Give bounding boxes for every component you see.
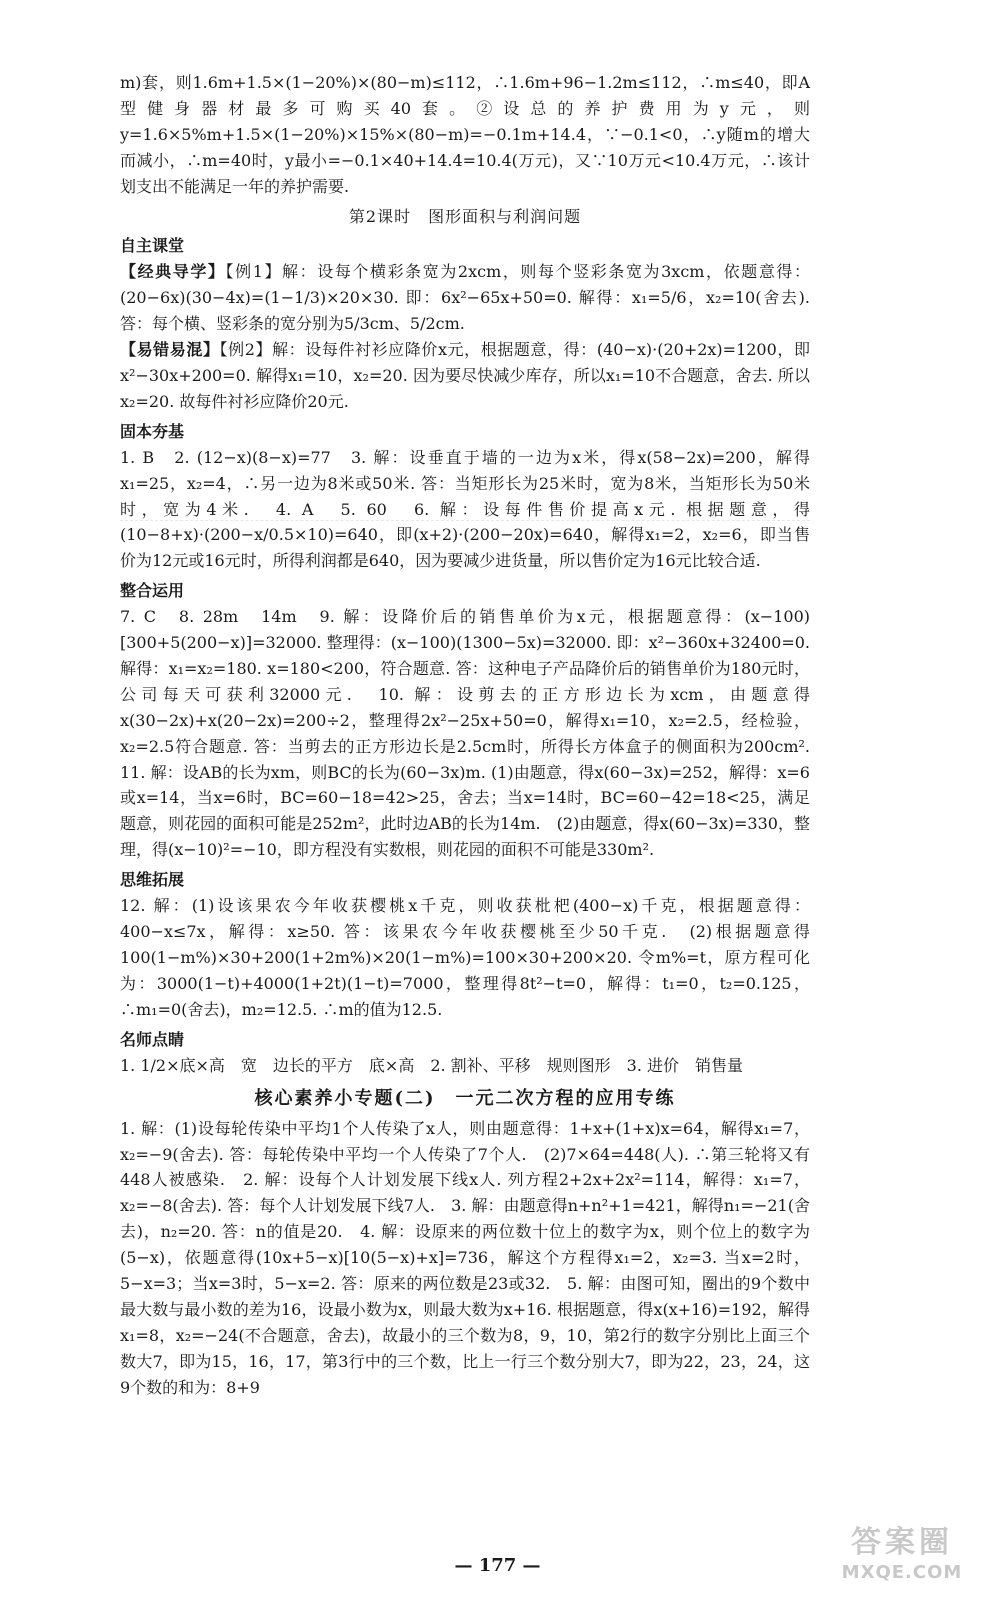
example-2-paragraph [120,337,810,415]
tag-classic-guide: 【经典导学】 [120,262,226,282]
watermark-logo-text: 答案圈 [851,1525,953,1560]
section-heading-integrated: 整合运用 [120,581,185,601]
example-2-text: 【例2】解：设每件衬衫应降价x元，根据题意，得：(40−x)·(20+2x)=1200，即x²−30x+200=0. 解得x₁=10，x₂=20. 因为要尽快减少库存，所以x₁=10不合题意，舍去. 所以x₂=20. 故每件衬衫应降价20元. [120,340,810,411]
page-number: — 177 — [454,1555,541,1576]
foundation-answers: 1. B 2. (12−x)(8−x)=77 3. 解：设垂直于墙的一边为x米，得x(58−2x)=200，解得x₁=25，x₂=4，∴另一边为8米或50米. 答：当矩形长为25米时，宽为8米，当矩形长为50米时，宽为4米. 4. A 5. 60 6. 解：设每件售价提高x元. 根据题意，得(10−8+x)·(200−x/0.5×10)=640，即(x+2)·(200−20x)=640，解得x₁=2，x₂=6，即当售价为12元或16元时，所得利润都是640，因为要减少进货量，所以售价定为16元比较合适. [120,447,810,571]
watermark-logo [827,1524,977,1594]
example-1-text: 【例1】解：设每个横彩条宽为2xcm，则每个竖彩条宽为3xcm，依题意得：(20−6x)(30−4x)=(1−1/3)×20×30. 即：6x²−65x+50=0. 解得：x₁=5/6，x₂=10(舍去). 答：每个横、竖彩条的宽分别为5/3cm、5/2cm. [120,262,810,334]
teacher-tips-answers: 1. 1/2×底×高 宽 边长的平方 底×高 2. 割补、平移 规则图形 3. 进价 销售量 [120,1055,744,1075]
section-heading-foundation: 固本夯基 [120,421,185,441]
thinking-answers: 12. 解：(1)设该果农今年收获樱桃x千克，则收获枇杷(400−x)千克，根据题意得：400−x≤7x，解得：x≥50. 答：该果农今年收获樱桃至少50千克. (2)根据题意得100(1−m%)×30+200(1+2m%)×20(1−m%)=100×30+200×20. 令m%=t，原方程可化为：3000(1−t)+4000(1+2t)(1−t)=7000，整理得8t²−t=0，解得：t₁=0，t₂=0.125，∴m₁=0(舍去)，m₂=12.5. ∴m的值为12.5. [120,896,810,1019]
section-heading-teacher-tips: 名师点睛 [120,1029,185,1049]
section-heading-thinking: 思维拓展 [120,870,185,890]
lesson-title: 第2课时 图形面积与利润问题 [348,206,582,226]
watermark-url: MXQE.COM [841,1562,963,1583]
special-topic-answers: 1. 解：(1)设每轮传染中平均1个人传染了x人，则由题意得：1+x+(1+x)x=64，解得x₁=7，x₂=−9(舍去). 答：每轮传染中平均一个人传染了7个人. (2)7×64=448(人). ∴第三轮将又有448人被感染. 2. 解：设每个人计划发展下线x人. 列方程2+2x+2x²=114，解得：x₁=7，x₂=−8(舍去). 答：每个人计划发展下线7人. 3. 解：由题意得n+n²+1=421，解得n₁=−21(舍去)，n₂=20. 答：n的值是20. 4. 解：设原来的两位数十位上的数字为x，则个位上的数字为(5−x)，依题意得(10x+5−x)[10(5−x)+x]=736，解这个方程得x₁=2，x₂=3. 当x=2时，5−x=3；当x=3时，5−x=2. 答：原来的两位数是23或32. 5. 解：由图可知，圈出的9个数中最大数与最小数的差为16，设最小数为x，则最大数为x+16. 根据题意，得x(x+16)=192，解得x₁=8，x₂=−24(不合题意，舍去)，故最小的三个数为8，9，10，第2行的数字分别比上面三个数大7，即为15，16，17，第3行中的三个数，比上一行三个数分别大7，即为22，23，24，这9个数的和为：8+9 [120,1118,810,1397]
section-heading-self-study: 自主课堂 [120,236,185,256]
special-topic-title: 核心素养小专题(二) 一元二次方程的应用专练 [254,1088,676,1110]
answer-page [120,70,827,1401]
integrated-answers: 7. C 8. 28m 14m 9. 解：设降价后的销售单价为x元，根据题意得：(x−100)[300+5(200−x)]=32000. 整理得：(x−100)(1300−5x)=32000. 即：x²−360x+32400=0. 解得：x₁=x₂=180. x=180<200，符合题意. 答：这种电子产品降价后的销售单价为180元时，公司每天可获利32000元. 10. 解：设剪去的正方形边长为xcm，由题意得x(30−2x)+x(20−2x)=200÷2，整理得2x²−25x+50=0，解得x₁=10，x₂=2.5，经检验，x₂=2.5符合题意. 答：当剪去的正方形边长是2.5cm时，所得长方体盒子的侧面积为200cm². 11. 解：设AB的长为xm，则BC的长为(60−3x)m. (1)由题意，得x(60−3x)=252，解得：x=6或x=14，当x=6时，BC=60−18=42>25，舍去；当x=14时，BC=60−42=18<25，满足题意，则花园的面积可能是252m²，此时边AB的长为14m. (2)由题意，得x(60−3x)=330，整理，得(x−10)²=−10，即方程没有实数根，则花园的面积不可能是330m². [120,607,827,860]
example-1-paragraph [120,259,810,337]
intro-paragraph: m)套，则1.6m+1.5×(1−20%)×(80−m)≤112，∴1.6m+96−1.2m≤112，∴m≤40，即A型健身器材最多可购买40套。②设总的养护费用为y元，则y=1.6×5%m+1.5×(1−20%)×15%×(80−m)=−0.1m+14.4，∵−0.1<0，∴y随m的增大而减小，∴m=40时，y最小=−0.1×40+14.4=10.4(万元)，又∵10万元<10.4万元，∴该计划支出不能满足一年的养护需要. [120,73,810,196]
tag-error-prone: 【易错易混】 [120,340,220,360]
